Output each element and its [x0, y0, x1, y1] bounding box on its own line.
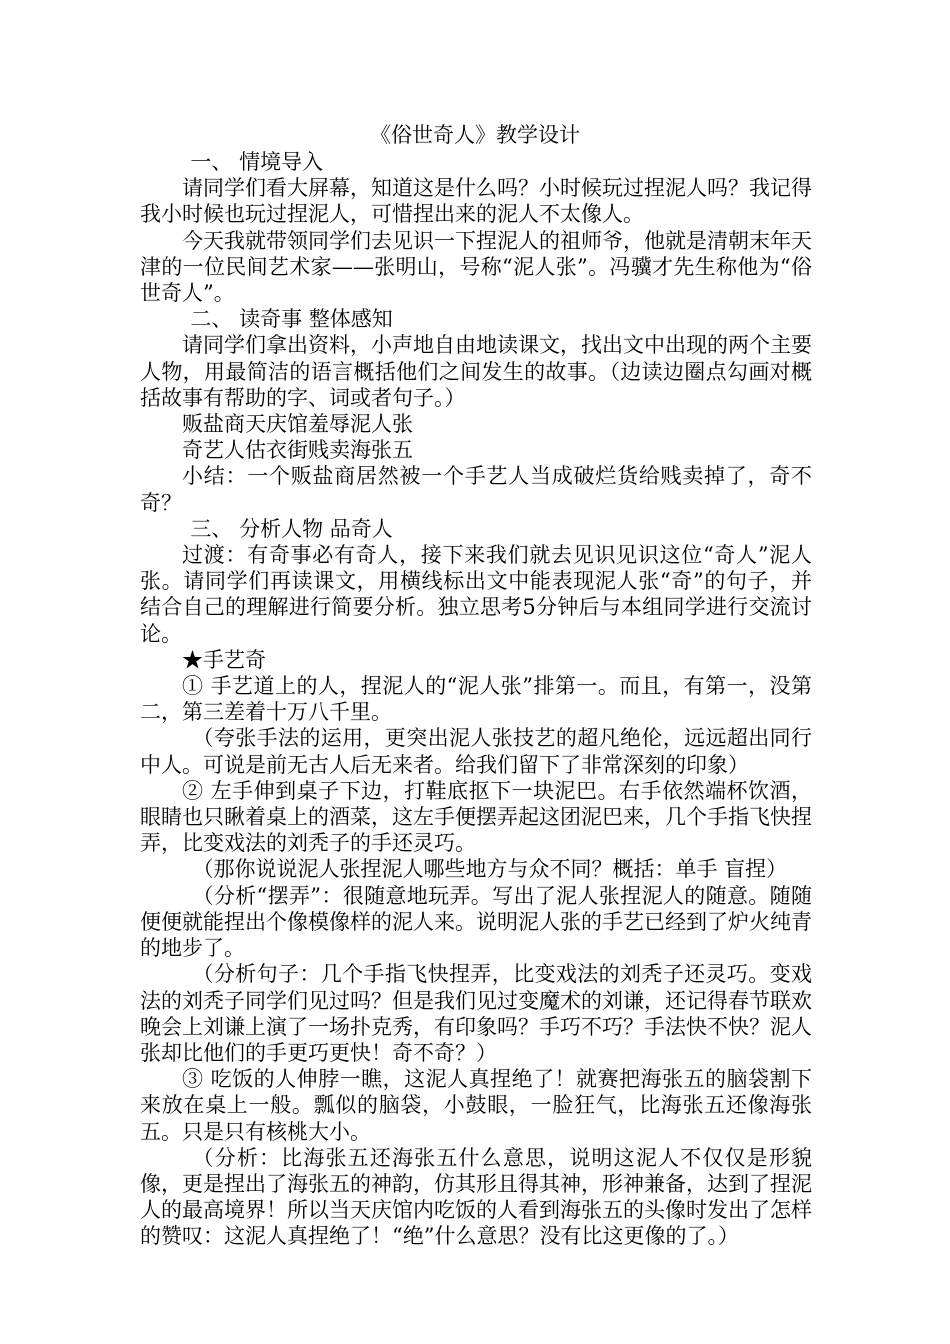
analysis-note: （那你说说泥人张捏泥人哪些地方与众不同？概括：单手 盲捏） — [192, 857, 788, 882]
story-summary-line: 奇艺人估衣街贱卖海张五 — [182, 438, 413, 463]
section-heading-analyze-character: 三、 分析人物 品奇人 — [190, 516, 393, 541]
quote-paragraph: ③ 吃饭的人伸脖一瞧，这泥人真捏绝了！就赛把海张五的脑袋割下来放在桌上一般。瓢似的脑袋，小鼓眼，一脸狂气，比海张五还像海张五。只是只有核桃大小。 — [140, 1067, 812, 1144]
paragraph: 今天我就带领同学们去见识一下捏泥人的祖师爷，他就是清朝末年天津的一位民间艺术家——张明山，号称“泥人张”。冯骥才先生称他为“俗世奇人”。 — [140, 228, 812, 306]
paragraph: 小结：一个贩盐商居然被一个手艺人当成破烂货给贱卖掉了，奇不奇？ — [140, 464, 812, 515]
section-heading-scenario-intro: 一、 情境导入 — [190, 150, 324, 174]
quote-paragraph: ① 手艺道上的人，捏泥人的“泥人张”排第一。而且，有第一，没第二，第三差着十万八千里。 — [140, 674, 812, 725]
paragraph: 请同学们拿出资料，小声地自由地读课文，找出文中出现的两个主要人物，用最简洁的语言概括他们之间发生的故事。（边读边圈点勾画对概括故事有帮助的字、词或者句子。） — [140, 333, 812, 410]
section-heading-read-story: 二、 读奇事 整体感知 — [190, 307, 393, 332]
document-title: 《俗世奇人》教学设计 — [370, 123, 580, 147]
paragraph: 请同学们看大屏幕，知道这是什么吗？小时候玩过捏泥人吗？我记得我小时候也玩过捏泥人，可惜捏出来的泥人不太像人。 — [140, 176, 812, 227]
analysis-note: （分析：比海张五还海张五什么意思，说明这泥人不仅仅是形貌像，更是捏出了海张五的神韵，仿其形且得其神，形神兼备，达到了捏泥人的最高境界！所以当天庆馆内吃饭的人看到海张五的头像时发出了怎样的赞叹：这泥人真捏绝了！“绝”什么意思？没有比这更像的了。） — [140, 1145, 812, 1249]
story-summary-line: 贩盐商天庆馆羞辱泥人张 — [182, 412, 413, 437]
quote-paragraph: ② 左手伸到桌子下边，打鞋底抠下一块泥巴。右手依然端杯饮酒，眼睛也只瞅着桌上的酒菜，这左手便摆弄起这团泥巴来，几个手指飞快捏弄，比变戏法的刘秃子的手还灵巧。 — [140, 778, 812, 856]
analysis-note: （分析句子：几个手指飞快捏弄，比变戏法的刘秃子还灵巧。变戏法的刘秃子同学们见过吗？但是我们见过变魔术的刘谦，还记得春节联欢晚会上刘谦上演了一场扑克秀，有印象吗？手巧不巧？手法快不快？泥人张却比他们的手更巧更快！奇不奇？） — [140, 962, 812, 1065]
paragraph: 过渡：有奇事必有奇人，接下来我们就去见识见识这位“奇人”泥人张。请同学们再读课文，用横线标出文中能表现泥人张“奇”的句子，并结合自己的理解进行简要分析。独立思考5分钟后与本组同学进行交流讨论。 — [140, 543, 812, 646]
analysis-note: （夸张手法的运用，更突出泥人张技艺的超凡绝伦，远远超出同行中人。可说是前无古人后无来者。给我们留下了非常深刻的印象） — [140, 726, 812, 777]
document-body — [140, 149, 812, 1250]
subheading-craft: ★手艺奇 — [182, 647, 266, 672]
analysis-note: （分析“摆弄”：很随意地玩弄。写出了泥人张捏泥人的随意。随随便便就能捏出个像模像样的泥人来。说明泥人张的手艺已经到了炉火纯青的地步了。 — [140, 883, 812, 961]
